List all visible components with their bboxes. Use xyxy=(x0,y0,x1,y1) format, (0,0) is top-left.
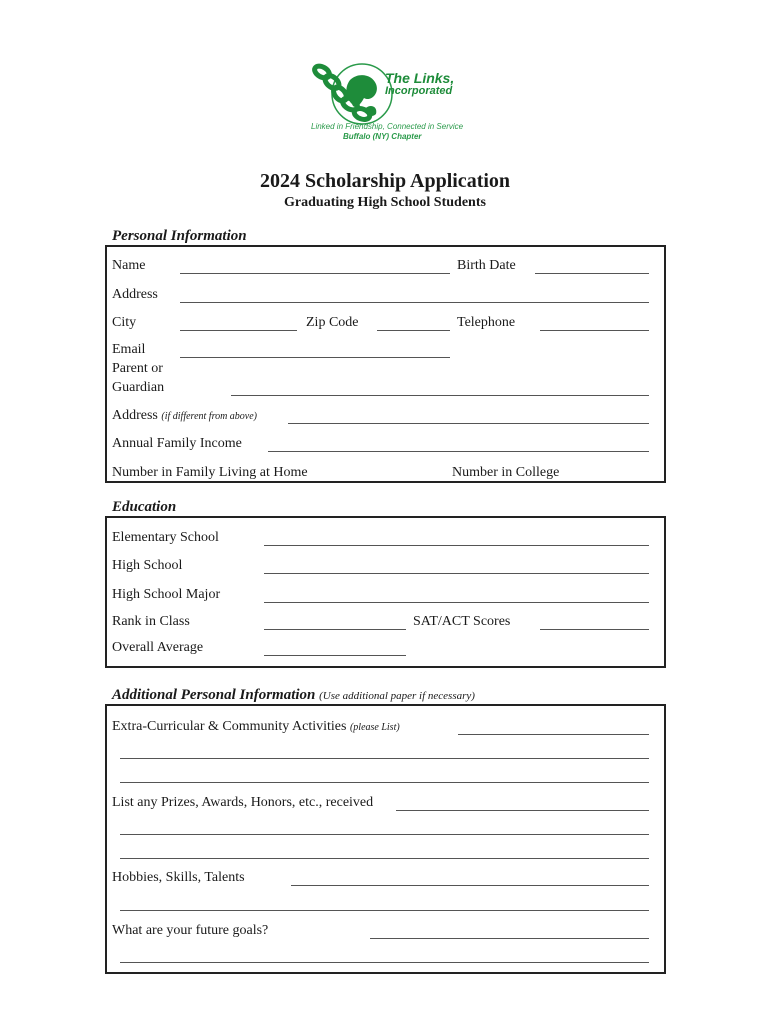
label-prizes: List any Prizes, Awards, Honors, etc., received xyxy=(112,795,374,810)
income-field[interactable] xyxy=(268,451,649,452)
section-title-additional-note: (Use additional paper if necessary) xyxy=(319,690,475,702)
label-address-alt-note: (if different from above) xyxy=(161,411,258,422)
label-name: Name xyxy=(112,258,146,273)
section-title-additional-text: Additional Personal Information xyxy=(112,687,316,703)
parent-guardian-field[interactable] xyxy=(231,395,649,396)
prizes-line-2[interactable] xyxy=(120,834,649,835)
label-in-college: Number in College xyxy=(452,465,560,480)
label-activities-text: Extra-Curricular & Community Activities xyxy=(112,719,347,734)
address-field[interactable] xyxy=(180,302,649,303)
label-telephone: Telephone xyxy=(457,315,516,330)
goals-field[interactable] xyxy=(370,938,649,939)
logo-name-line2: Incorporated xyxy=(385,85,453,97)
goals-line-2[interactable] xyxy=(120,962,649,963)
label-address-alt xyxy=(112,408,257,425)
section-title-education: Education xyxy=(112,499,177,515)
name-field[interactable] xyxy=(180,273,450,274)
label-parent-line1: Parent or xyxy=(112,361,163,376)
elementary-field[interactable] xyxy=(264,545,649,546)
label-rank: Rank in Class xyxy=(112,614,190,629)
activities-line-2[interactable] xyxy=(120,758,649,759)
label-average: Overall Average xyxy=(112,640,204,655)
hobbies-field[interactable] xyxy=(291,885,649,886)
rank-field[interactable] xyxy=(264,629,406,630)
logo-chapter: Buffalo (NY) Chapter xyxy=(343,132,422,141)
label-birth-date: Birth Date xyxy=(457,258,516,273)
section-title-additional xyxy=(112,687,475,704)
birth-date-field[interactable] xyxy=(535,273,649,274)
zip-field[interactable] xyxy=(377,330,450,331)
label-activities xyxy=(112,719,400,736)
section-title-personal: Personal Information xyxy=(112,228,247,244)
activities-line-3[interactable] xyxy=(120,782,649,783)
average-field[interactable] xyxy=(264,655,406,656)
city-field[interactable] xyxy=(180,330,297,331)
email-field[interactable] xyxy=(180,357,450,358)
label-income: Annual Family Income xyxy=(112,436,242,451)
address-alt-field[interactable] xyxy=(288,423,649,424)
major-field[interactable] xyxy=(264,602,649,603)
prizes-field[interactable] xyxy=(396,810,649,811)
label-address-alt-text: Address xyxy=(112,408,158,423)
label-email: Email xyxy=(112,342,146,357)
label-sat: SAT/ACT Scores xyxy=(413,614,511,629)
hobbies-line-2[interactable] xyxy=(120,910,649,911)
label-city: City xyxy=(112,315,137,330)
logo-tagline: Linked in Friendship, Connected in Service xyxy=(311,122,464,131)
label-high-school: High School xyxy=(112,558,183,573)
activities-field[interactable] xyxy=(458,734,649,735)
page-title: 2024 Scholarship Application xyxy=(259,170,511,192)
telephone-field[interactable] xyxy=(540,330,649,331)
logo-name-line1: The Links, xyxy=(385,70,455,86)
label-family-home: Number in Family Living at Home xyxy=(112,465,308,480)
label-address: Address xyxy=(112,287,158,302)
label-hobbies: Hobbies, Skills, Talents xyxy=(112,870,245,885)
logo xyxy=(305,58,475,148)
prizes-line-3[interactable] xyxy=(120,858,649,859)
label-goals: What are your future goals? xyxy=(112,923,269,938)
page-subtitle: Graduating High School Students xyxy=(284,195,486,210)
high-school-field[interactable] xyxy=(264,573,649,574)
sat-field[interactable] xyxy=(540,629,649,630)
label-elementary: Elementary School xyxy=(112,530,219,545)
label-activities-note: (please List) xyxy=(349,722,400,733)
label-major: High School Major xyxy=(112,587,221,602)
label-zip: Zip Code xyxy=(306,315,359,330)
label-parent-line2: Guardian xyxy=(112,380,165,395)
